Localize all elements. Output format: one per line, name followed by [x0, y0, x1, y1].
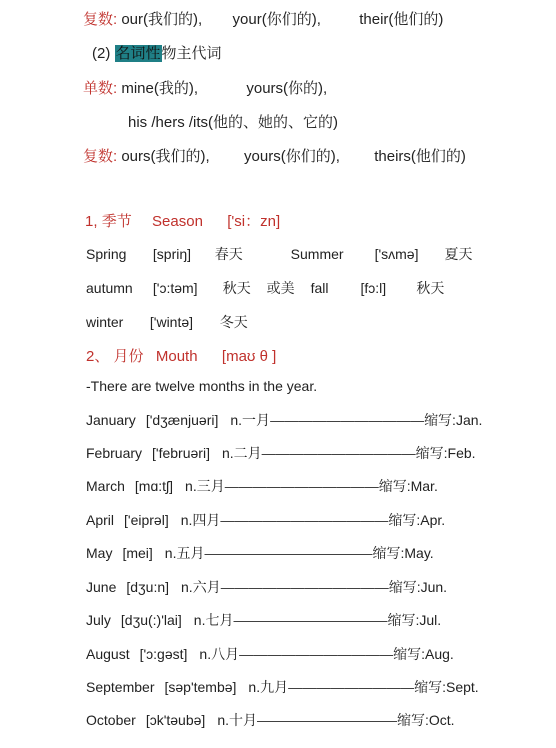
- month-ipa: [maʊ θ ]: [221, 348, 277, 365]
- month-ipa: [ɔk'təubə]: [145, 712, 206, 728]
- singular-label: 单数:: [83, 80, 118, 97]
- season-number: 1,: [85, 213, 98, 230]
- pronoun-their: their(他们的): [359, 11, 444, 28]
- month-sentence: -There are twelve months in the year.: [86, 378, 318, 394]
- season-ipa: ['si：zn]: [227, 213, 281, 230]
- season-cn: 秋天: [416, 280, 445, 296]
- season-ipa: ['wintə]: [149, 314, 194, 330]
- singular-line-2: his /hers /its(他的、她的、它的): [128, 114, 339, 131]
- month-row: [86, 543, 434, 563]
- month-row: [86, 677, 479, 697]
- month-abbr: 缩写:May.: [372, 545, 434, 561]
- month-abbr: 缩写:Oct.: [397, 712, 455, 728]
- month-word: January: [86, 412, 136, 428]
- month-word: May: [86, 545, 113, 561]
- pronoun-mine: mine(我的),: [121, 80, 199, 97]
- month-word: August: [86, 646, 130, 662]
- month-en: Mouth: [155, 348, 198, 365]
- month-cn: n.十月: [217, 712, 257, 728]
- month-ipa: [mei]: [122, 545, 153, 561]
- season-ipa: ['sʌmə]: [374, 246, 419, 262]
- pronoun-yours: yours(你的),: [246, 80, 328, 97]
- season-word: Spring: [86, 246, 127, 262]
- month-cn: n.三月: [185, 478, 225, 494]
- season-ipa: ['ɔ:təm]: [152, 280, 198, 296]
- highlighted-text: 名词性: [115, 45, 161, 62]
- singular-line: [83, 77, 327, 98]
- plural-line-1: [83, 8, 443, 29]
- plural-label: 复数:: [83, 11, 118, 28]
- season-en: Season: [152, 213, 203, 230]
- season-ipa: [spriŋ]: [152, 246, 192, 262]
- month-row: [86, 410, 482, 430]
- month-abbr: 缩写:Aug.: [393, 646, 454, 662]
- month-row: [86, 710, 455, 730]
- month-ipa: [dʒu(:)'lai]: [120, 612, 182, 628]
- season-cn: 春天: [214, 246, 243, 262]
- month-number: 2、: [86, 348, 110, 365]
- month-row: [86, 610, 441, 630]
- month-cn: n.二月: [221, 445, 262, 461]
- month-word: October: [86, 712, 136, 728]
- month-word: July: [86, 612, 111, 628]
- month-row: [86, 644, 454, 664]
- season-row-2: [86, 278, 444, 298]
- season-cn: 冬天: [219, 314, 248, 330]
- section-title-rest: 物主代词: [161, 45, 222, 62]
- season-word: winter: [86, 314, 124, 330]
- pronoun-your: your(你们的),: [232, 11, 321, 28]
- month-ipa: ['eiprəl]: [124, 512, 169, 528]
- month-word: March: [86, 478, 125, 494]
- season-word: autumn: [86, 280, 133, 296]
- month-dash: ———————————: [270, 412, 425, 428]
- month-cn: n.五月: [164, 545, 205, 561]
- month-abbr: 缩写:Apr.: [388, 512, 446, 528]
- month-cn: 月份: [113, 348, 144, 365]
- season-word: fall: [310, 280, 329, 296]
- pronoun-yours-plural: yours(你们的),: [244, 148, 340, 165]
- month-abbr: 缩写:Mar.: [378, 478, 438, 494]
- month-cn: n.八月: [199, 646, 240, 662]
- month-heading: [86, 345, 276, 366]
- month-word: June: [86, 579, 117, 595]
- pronoun-our: our(我们的),: [121, 11, 203, 28]
- season-word: Summer: [290, 246, 344, 262]
- season-row-3: [86, 312, 248, 332]
- season-ipa: [fɔ:l]: [360, 280, 387, 296]
- month-ipa: [mɑ:tʃ]: [134, 478, 174, 494]
- pronoun-ours: ours(我们的),: [121, 148, 210, 165]
- month-ipa: ['dʒænjuəri]: [145, 412, 219, 428]
- month-dash: —————————: [288, 679, 415, 695]
- month-cn: n.六月: [181, 579, 221, 595]
- section-number: (2): [92, 45, 111, 62]
- month-dash: ————————————: [204, 545, 373, 561]
- month-word: September: [86, 679, 155, 695]
- month-word: February: [86, 445, 143, 461]
- month-ipa: [dʒu:n]: [126, 579, 170, 595]
- month-abbr: 缩写:Sept.: [414, 679, 479, 695]
- season-cn: 夏天: [444, 246, 473, 262]
- month-word: April: [86, 512, 115, 528]
- pronoun-theirs: theirs(他们的): [374, 148, 466, 165]
- month-ipa: ['februəri]: [152, 445, 210, 461]
- month-cn: n.七月: [193, 612, 234, 628]
- month-cn: n.九月: [248, 679, 289, 695]
- month-dash: ——————————: [257, 712, 397, 728]
- month-row: [86, 476, 438, 496]
- section-2-heading: [92, 42, 222, 63]
- month-dash: ———————————: [233, 612, 388, 628]
- month-dash: ————————————: [220, 512, 389, 528]
- month-abbr: 缩写:Jun.: [388, 579, 448, 595]
- month-ipa: ['ɔ:gəst]: [139, 646, 188, 662]
- plural-label-2: 复数:: [83, 148, 118, 165]
- month-dash: ———————————: [224, 478, 379, 494]
- season-cn: 秋天: [222, 280, 251, 296]
- month-cn: n.一月: [230, 412, 271, 428]
- month-abbr: 缩写:Feb.: [415, 445, 476, 461]
- month-row: [86, 577, 447, 597]
- month-ipa: [səp'tembə]: [164, 679, 237, 695]
- month-row: [86, 443, 476, 463]
- month-abbr: 缩写:Jan.: [424, 412, 483, 428]
- month-dash: ———————————: [261, 445, 416, 461]
- season-cn: 季节: [101, 213, 132, 230]
- season-row-1: [86, 244, 472, 264]
- season-heading: [85, 210, 280, 231]
- month-dash: ———————————: [239, 646, 394, 662]
- month-cn: n.四月: [180, 512, 221, 528]
- month-row: [86, 510, 445, 530]
- month-abbr: 缩写:Jul.: [387, 612, 442, 628]
- month-dash: ————————————: [220, 579, 389, 595]
- season-note: 或美: [266, 280, 295, 296]
- plural-line-2: [83, 145, 466, 166]
